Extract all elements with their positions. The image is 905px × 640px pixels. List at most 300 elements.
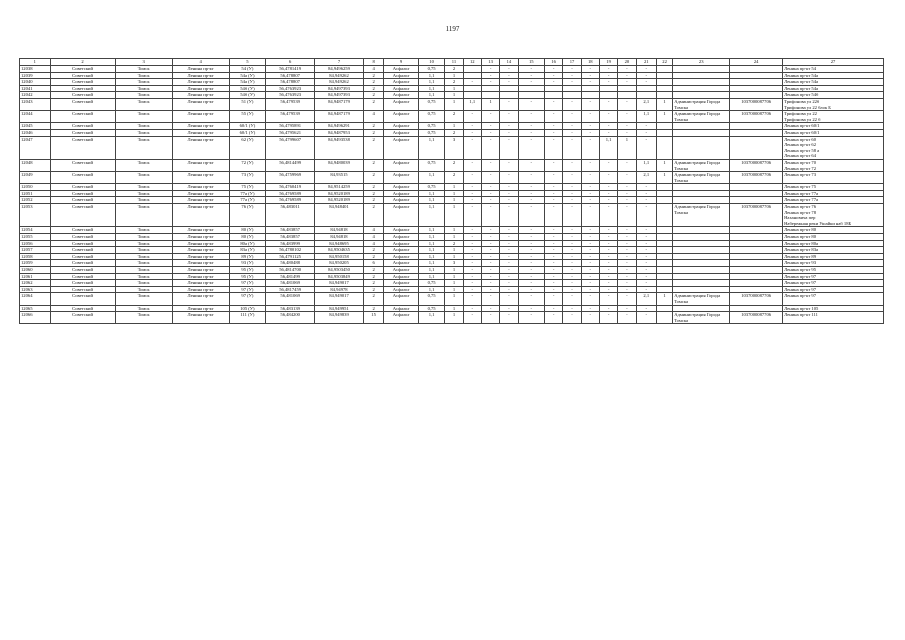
column-header-20: 20 (618, 59, 636, 66)
table-cell: Ленина пр-кт (172, 172, 229, 184)
table-cell: 4 (363, 111, 383, 123)
table-row (20, 72, 884, 79)
table-cell: 2 (363, 253, 383, 260)
table-cell: 12054 (20, 227, 51, 234)
table-cell: 12056 (20, 240, 51, 247)
table-cell: - (481, 123, 499, 130)
table-cell: 1037000087706 (730, 111, 783, 123)
table-cell (656, 66, 672, 73)
table-cell: - (563, 305, 581, 312)
table-cell: 2 (363, 184, 383, 191)
table-cell: 1,1 (418, 197, 444, 204)
table-cell: Ленина пр-кт 93 (783, 260, 884, 267)
table-cell (518, 85, 544, 92)
table-row (20, 197, 884, 204)
table-cell: 12055 (20, 234, 51, 241)
table-cell: - (599, 312, 617, 324)
table-cell: - (581, 72, 599, 79)
table-cell: - (463, 172, 481, 184)
table-cell: - (481, 72, 499, 79)
table-cell (673, 197, 730, 204)
table-cell: 12065 (20, 305, 51, 312)
table-row (20, 184, 884, 191)
table-cell: - (636, 204, 656, 227)
table-cell: 2,1 (636, 293, 656, 305)
table-cell (656, 123, 672, 130)
table-cell: - (545, 136, 563, 159)
table-cell (545, 92, 563, 99)
table-cell: - (545, 204, 563, 227)
table-cell (673, 227, 730, 234)
table-cell (730, 129, 783, 136)
table-cell: - (599, 273, 617, 280)
table-cell: - (463, 260, 481, 267)
table-cell: - (518, 136, 544, 159)
table-cell: - (618, 234, 636, 241)
table-cell: 12066 (20, 312, 51, 324)
table-cell: 2 (363, 85, 383, 92)
table-cell: 12053 (20, 204, 51, 227)
column-header-7: 7 (315, 59, 364, 66)
table-cell: Асфальт (384, 184, 419, 191)
table-cell: Томск (115, 260, 172, 267)
table-cell: 84,949262 (315, 72, 364, 79)
table-cell (500, 92, 518, 99)
table-cell: 1,1 (418, 267, 444, 274)
table-cell: Ленина пр-кт (172, 280, 229, 287)
table-cell: 2 (363, 293, 383, 305)
table-cell: 95 (У) (229, 267, 266, 274)
table-cell: Асфальт (384, 190, 419, 197)
table-cell: - (618, 312, 636, 324)
table-cell: - (563, 159, 581, 171)
table-cell: Ленина пр-кт 73 (783, 172, 884, 184)
table-cell: Асфальт (384, 79, 419, 86)
table-cell (730, 136, 783, 159)
table-cell: - (599, 129, 617, 136)
table-cell: - (463, 247, 481, 254)
cell-line: Трифонова ул 22 блок Б (784, 104, 831, 110)
table-cell: Ленина пр-кт (172, 286, 229, 293)
table-cell: 75 (У) (229, 184, 266, 191)
table-cell: 1 (445, 273, 463, 280)
table-cell: - (599, 253, 617, 260)
table-cell (656, 85, 672, 92)
table-cell: - (563, 267, 581, 274)
table-cell: 1 (445, 305, 463, 312)
table-cell: 2 (363, 123, 383, 130)
table-cell: - (481, 66, 499, 73)
table-cell: 1,1 (418, 92, 444, 99)
table-cell: - (518, 280, 544, 287)
table-cell (463, 85, 481, 92)
table-cell: Ленина пр-кт 77а (783, 197, 884, 204)
table-cell: Ленина пр-кт 54б (783, 92, 884, 99)
column-header-9: 9 (384, 59, 419, 66)
table-cell: 1 (445, 184, 463, 191)
column-header-1: 1 (20, 59, 51, 66)
table-cell (673, 267, 730, 274)
table-cell: 56,4791125 (266, 253, 315, 260)
table-cell: Ленина пр-кт 54а (783, 79, 884, 86)
table-cell (463, 92, 481, 99)
table-cell: 97 (У) (229, 293, 266, 305)
table-cell: - (500, 240, 518, 247)
table-cell: 56,479539 (266, 111, 315, 123)
table-cell: - (563, 293, 581, 305)
table-cell: 12064 (20, 293, 51, 305)
table-cell: - (500, 273, 518, 280)
table-cell: - (563, 280, 581, 287)
table-cell: - (599, 293, 617, 305)
table-cell: 1 (445, 286, 463, 293)
cell-line: Ленина пр-кт 76 (784, 204, 816, 210)
table-cell (656, 234, 672, 241)
table-cell: 60/1 (У) (229, 123, 266, 130)
table-cell: - (581, 159, 599, 171)
table-cell: 84,9503849 (315, 273, 364, 280)
table-cell: 84,9497393 (315, 85, 364, 92)
table-cell (730, 190, 783, 197)
table-cell: - (463, 305, 481, 312)
table-cell: Томск (115, 204, 172, 227)
table-cell: Советский (50, 260, 115, 267)
table-cell: - (618, 293, 636, 305)
table-cell: - (563, 66, 581, 73)
table-cell: 84,9496291 (315, 123, 364, 130)
table-cell (581, 92, 599, 99)
table-cell: - (500, 280, 518, 287)
table-cell: 12060 (20, 267, 51, 274)
table-cell: Асфальт (384, 247, 419, 254)
table-cell: 2 (445, 79, 463, 86)
table-cell (463, 66, 481, 73)
table-row (20, 293, 884, 305)
column-header-15: 15 (518, 59, 544, 66)
table-cell: Томск (115, 172, 172, 184)
table-cell: - (563, 204, 581, 227)
table-cell: Асфальт (384, 280, 419, 287)
table-cell: Асфальт (384, 227, 419, 234)
table-cell: Ленина пр-кт (172, 234, 229, 241)
table-cell: - (518, 190, 544, 197)
cell-line: Набережная реки Ушайки наб 18Б (784, 220, 852, 226)
table-cell: 84,93515 (315, 172, 364, 184)
table-cell: 12040 (20, 79, 51, 86)
table-cell: 60/1 (У) (229, 129, 266, 136)
table-row (20, 111, 884, 123)
table-cell: Асфальт (384, 260, 419, 267)
table-cell: Асфальт (384, 72, 419, 79)
table-cell (730, 305, 783, 312)
table-cell: Советский (50, 267, 115, 274)
table-cell: 0,75 (418, 111, 444, 123)
table-cell: 1 (618, 136, 636, 159)
table-cell: - (518, 227, 544, 234)
table-cell: 1037000087706 (730, 172, 783, 184)
table-cell: Ленина пр-кт (172, 204, 229, 227)
table-cell (783, 159, 884, 171)
table-cell: 1,1 (418, 204, 444, 227)
table-cell (656, 92, 672, 99)
table-cell: - (563, 172, 581, 184)
table-cell: Асфальт (384, 267, 419, 274)
table-cell (618, 92, 636, 99)
table-cell: 56,483999 (266, 240, 315, 247)
table-cell: 12059 (20, 260, 51, 267)
table-cell: 56,483139 (266, 305, 315, 312)
table-cell: 1037000087706 (730, 293, 783, 305)
page-number: 1197 (445, 25, 460, 33)
table-cell: - (636, 234, 656, 241)
table-cell: - (500, 184, 518, 191)
table-cell: Ленина пр-кт 105 (783, 305, 884, 312)
table-cell: 0,75 (418, 280, 444, 287)
table-cell: - (481, 79, 499, 86)
table-cell: - (518, 312, 544, 324)
table-cell (656, 267, 672, 274)
table-cell: 1 (656, 172, 672, 184)
table-cell: - (581, 240, 599, 247)
table-cell: 56,4781419 (266, 66, 315, 73)
table-cell: - (518, 72, 544, 79)
table-cell: Ленина пр-кт 80 (783, 234, 884, 241)
table-cell: 0,75 (418, 66, 444, 73)
table-cell: Ленина пр-кт 95 (783, 267, 884, 274)
table-cell: - (599, 234, 617, 241)
table-cell: 1,1 (418, 253, 444, 260)
table-cell: Ленина пр-кт 97 (783, 293, 884, 305)
table-cell: 12063 (20, 286, 51, 293)
table-cell (783, 204, 884, 227)
table-cell: Ленина пр-кт (172, 184, 229, 191)
table-cell: 80 (У) (229, 227, 266, 234)
table-cell: Томск (115, 79, 172, 86)
table-cell: 97 (У) (229, 286, 266, 293)
table-cell: 1 (445, 72, 463, 79)
table-cell: - (481, 190, 499, 197)
table-cell: - (500, 227, 518, 234)
table-cell: 1,1 (418, 72, 444, 79)
table-cell: 56,4780102 (266, 247, 315, 254)
table-cell: - (563, 260, 581, 267)
table-cell: - (581, 293, 599, 305)
table-cell: 2 (363, 79, 383, 86)
table-cell: - (618, 72, 636, 79)
table-cell: - (599, 159, 617, 171)
table-cell: 2 (363, 267, 383, 274)
table-cell: - (481, 111, 499, 123)
table-cell: 12061 (20, 273, 51, 280)
table-cell: Томск (115, 111, 172, 123)
table-cell: - (500, 253, 518, 260)
table-row (20, 267, 884, 274)
table-cell (656, 280, 672, 287)
table-cell: - (581, 98, 599, 110)
table-cell: - (500, 123, 518, 130)
table-cell: 1 (445, 197, 463, 204)
table-cell (730, 72, 783, 79)
table-cell: Ленина пр-кт 97 (783, 286, 884, 293)
table-cell: Асфальт (384, 240, 419, 247)
table-cell: 2 (363, 286, 383, 293)
table-cell: 56,483857 (266, 227, 315, 234)
table-cell: - (618, 172, 636, 184)
table-cell (673, 79, 730, 86)
table-cell: - (599, 79, 617, 86)
cell-line: Ленина пр-кт 64 (784, 153, 816, 159)
table-cell: - (618, 273, 636, 280)
table-cell: 1 (445, 123, 463, 130)
table-cell (656, 72, 672, 79)
table-cell (730, 66, 783, 73)
table-cell (656, 197, 672, 204)
table-cell: 1,1 (636, 111, 656, 123)
table-cell: 4 (363, 227, 383, 234)
table-cell: 56,483011 (266, 204, 315, 227)
table-cell: - (481, 172, 499, 184)
table-cell: - (500, 98, 518, 110)
table-row (20, 260, 884, 267)
table-cell: - (545, 253, 563, 260)
table-cell: 2 (445, 159, 463, 171)
table-cell: 2 (363, 247, 383, 254)
table-cell: - (500, 129, 518, 136)
cell-line: Трифонова ул 22 б (784, 116, 821, 122)
table-cell (656, 79, 672, 86)
table-row (20, 305, 884, 312)
table-cell: 1,1 (463, 98, 481, 110)
table-row (20, 79, 884, 86)
table-cell: 84,949839 (315, 312, 364, 324)
table-cell: 1037000087706 (730, 159, 783, 171)
table-cell: - (563, 136, 581, 159)
table-cell: 1,1 (636, 159, 656, 171)
table-row (20, 92, 884, 99)
table-cell: - (500, 204, 518, 227)
table-cell: Асфальт (384, 66, 419, 73)
table-cell (673, 129, 730, 136)
table-row (20, 129, 884, 136)
table-cell: Томск (115, 305, 172, 312)
table-cell: 73 (У) (229, 172, 266, 184)
table-cell: 2 (363, 72, 383, 79)
table-cell: - (636, 79, 656, 86)
table-cell: 76 (У) (229, 204, 266, 227)
table-cell (563, 85, 581, 92)
table-cell: Советский (50, 66, 115, 73)
table-cell: 2 (363, 92, 383, 99)
table-cell: - (463, 129, 481, 136)
table-cell: Администрация Города Томска (673, 98, 730, 110)
table-row (20, 286, 884, 293)
table-cell: 12045 (20, 123, 51, 130)
table-cell: 84,9514259 (315, 184, 364, 191)
table-cell: - (463, 240, 481, 247)
table-cell: Асфальт (384, 204, 419, 227)
table-cell: 1,1 (418, 273, 444, 280)
table-cell: 2 (363, 190, 383, 197)
table-cell: Ленина пр-кт (172, 111, 229, 123)
table-cell: 3 (445, 136, 463, 159)
table-cell: - (545, 172, 563, 184)
table-cell: - (463, 123, 481, 130)
column-header-6: 6 (266, 59, 315, 66)
table-cell: 12041 (20, 85, 51, 92)
table-cell: 54б (У) (229, 92, 266, 99)
table-cell: 2 (445, 240, 463, 247)
table-cell: 56,4759969 (266, 172, 315, 184)
table-cell: - (481, 184, 499, 191)
table-cell: 84,950158 (315, 253, 364, 260)
table-cell: 84,9487179 (315, 98, 364, 110)
table-cell: Советский (50, 136, 115, 159)
table-row (20, 273, 884, 280)
table-row (20, 253, 884, 260)
table-cell: - (636, 123, 656, 130)
table-cell: - (636, 253, 656, 260)
table-cell: - (563, 129, 581, 136)
table-cell: Томск (115, 312, 172, 324)
table-cell: 1,1 (418, 227, 444, 234)
table-cell: Ленина пр-кт (172, 129, 229, 136)
table-row (20, 172, 884, 184)
table-cell: 12043 (20, 98, 51, 110)
table-cell: 56,483857 (266, 234, 315, 241)
table-cell: Ленина пр-кт (172, 312, 229, 324)
table-cell: - (636, 184, 656, 191)
table-cell: 56,478807 (266, 72, 315, 79)
table-cell (783, 98, 884, 110)
table-cell (673, 85, 730, 92)
table-cell: 1 (445, 267, 463, 274)
table-cell: 1 (445, 92, 463, 99)
table-cell: 1 (445, 312, 463, 324)
table-cell: - (636, 280, 656, 287)
table-cell: 56,4760419 (266, 184, 315, 191)
column-header-24: 24 (730, 59, 783, 66)
registry-table (19, 58, 884, 324)
table-cell: Томск (115, 227, 172, 234)
column-header-8: 8 (363, 59, 383, 66)
table-cell: - (581, 260, 599, 267)
table-cell: 55 (У) (229, 111, 266, 123)
table-cell: - (500, 234, 518, 241)
table-row (20, 204, 884, 227)
table-cell: Томск (115, 85, 172, 92)
table-cell: - (545, 190, 563, 197)
table-cell: - (636, 227, 656, 234)
table-cell: - (545, 79, 563, 86)
table-cell: - (518, 184, 544, 191)
table-cell: - (481, 240, 499, 247)
table-cell: - (545, 197, 563, 204)
table-cell (518, 92, 544, 99)
table-cell: - (463, 79, 481, 86)
table-cell: 84,949017 (315, 280, 364, 287)
table-cell: - (518, 159, 544, 171)
table-cell: Советский (50, 312, 115, 324)
table-cell: - (518, 260, 544, 267)
table-cell: - (618, 98, 636, 110)
table-cell (618, 85, 636, 92)
table-cell: Томск (115, 92, 172, 99)
table-cell: 1,1 (418, 85, 444, 92)
table-cell: - (581, 111, 599, 123)
table-cell: 105 (У) (229, 305, 266, 312)
table-cell: - (463, 286, 481, 293)
table-cell: - (636, 286, 656, 293)
